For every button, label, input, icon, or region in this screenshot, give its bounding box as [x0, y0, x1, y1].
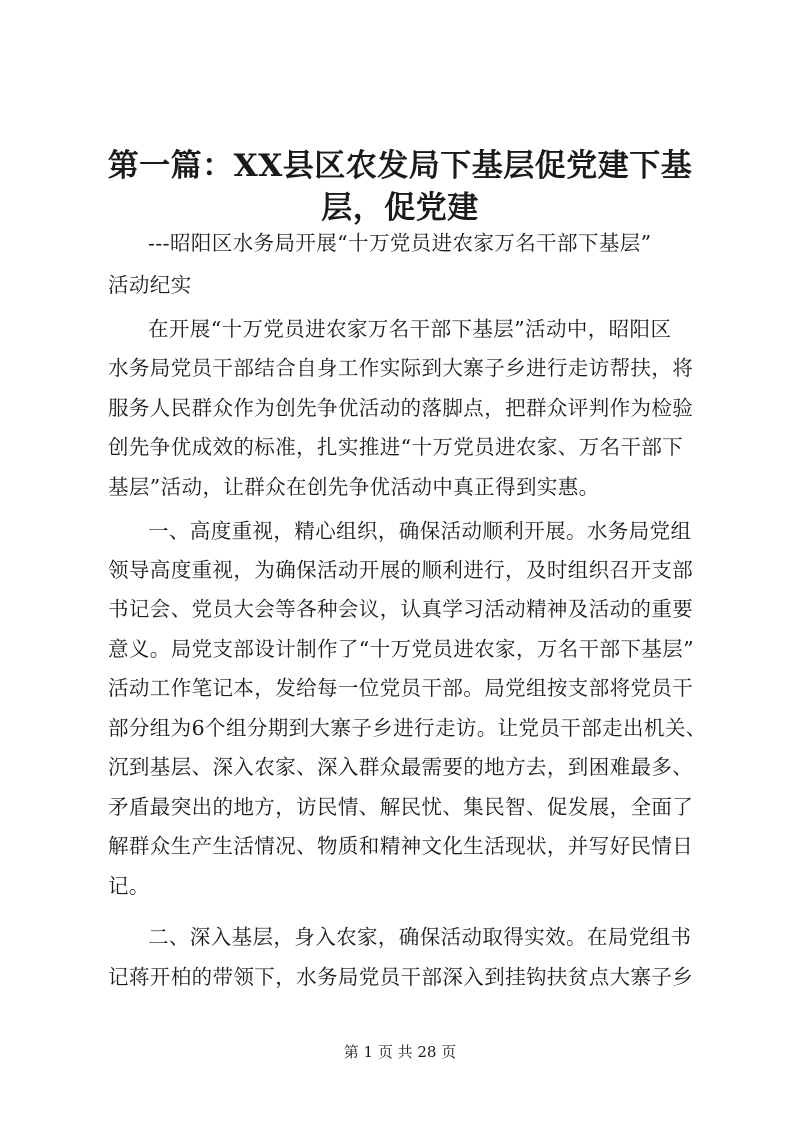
body-line: 服务人民群众作为创先争优活动的落脚点，把群众评判作为检验 — [108, 396, 694, 420]
body-line: 记。 — [108, 874, 150, 898]
body-line: 部分组为6个组分期到大寨子乡进行走访。让党员干部走出机关、 — [108, 716, 707, 740]
page-number-footer: 第 1 页 共 28 页 — [343, 1043, 457, 1061]
body-line: 活动工作笔记本，发给每一位党员干部。局党组按支部将党员干 — [108, 676, 694, 700]
body-line: 一、高度重视，精心组织，确保活动顺利开展。水务局党组 — [148, 519, 692, 543]
body-line: 沉到基层、深入农家、深入群众最需要的地方去，到困难最多、 — [108, 755, 694, 779]
body-line: 二、深入基层，身入农家，确保活动取得实效。在局党组书 — [148, 925, 692, 949]
body-line: 创先争优成效的标准，扎实推进“十万党员进农家、万名干部下 — [108, 435, 684, 459]
document-title-line-2: 层，促党建 — [321, 190, 479, 226]
body-line: 书记会、党员大会等各种会议，认真学习活动精神及活动的重要 — [108, 597, 694, 621]
body-line: 意义。局党支部设计制作了“十万党员进农家，万名干部下基层” — [108, 637, 695, 661]
subtitle-line: ---昭阳区水务局开展“十万党员进农家万名干部下基层” — [148, 231, 652, 255]
body-line: 解群众生产生活情况、物质和精神文化生活现状，并写好民情日 — [108, 834, 694, 858]
body-line: 记蒋开柏的带领下，水务局党员干部深入到挂钩扶贫点大寨子乡 — [108, 965, 694, 989]
body-line: 领导高度重视，为确保活动开展的顺利进行，及时组织召开支部 — [108, 558, 694, 582]
document-title-line-1: 第一篇：XX县区农发局下基层促党建下基 — [107, 148, 693, 184]
body-line: 矛盾最突出的地方，访民情、解民忧、集民智、促发展，全面了 — [108, 795, 694, 819]
body-line: 在开展“十万党员进农家万名干部下基层”活动中，昭阳区 — [148, 317, 672, 341]
subtitle-line: 活动纪实 — [108, 273, 192, 297]
body-line: 水务局党员干部结合自身工作实际到大寨子乡进行走访帮扶，将 — [108, 356, 694, 380]
body-line: 基层”活动，让群众在创先争优活动中真正得到实惠。 — [108, 475, 600, 499]
